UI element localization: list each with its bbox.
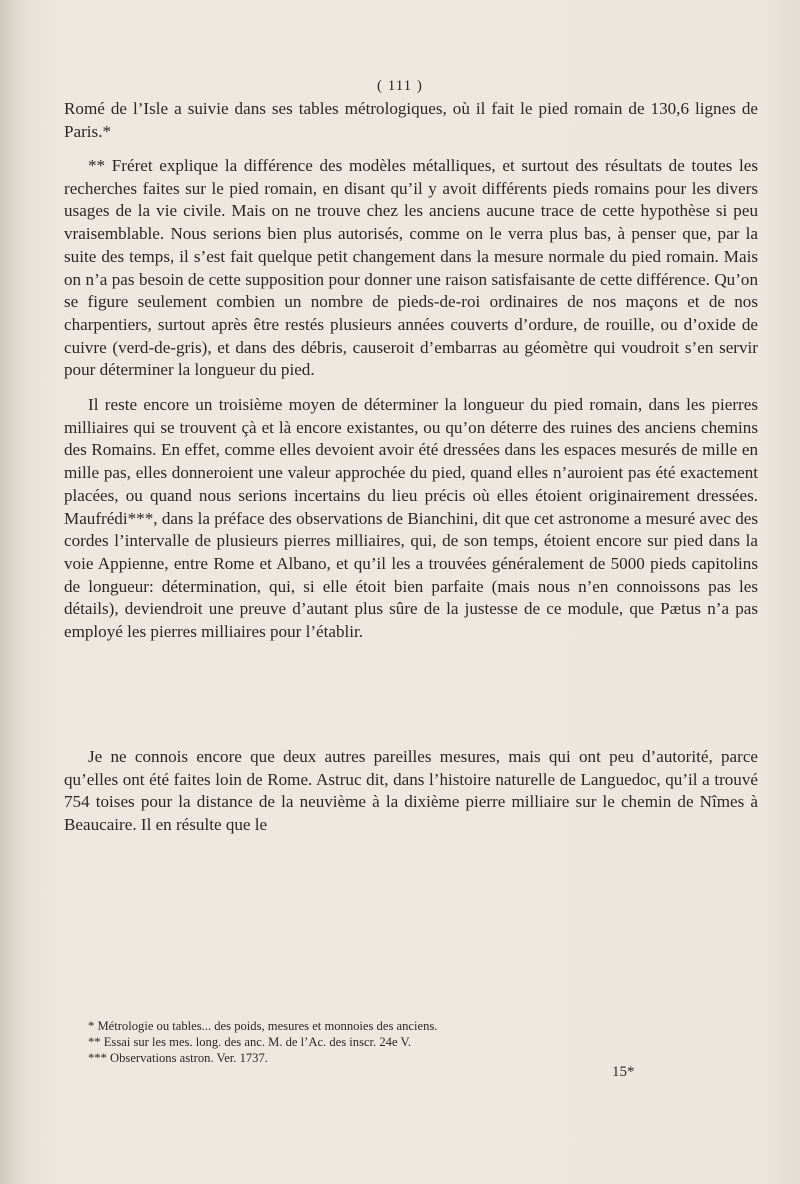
paragraph-milestones — [64, 394, 758, 644]
footnote: ** Essai sur les mes. long. des anc. M. de l’Ac. des inscr. 24e V. — [88, 1035, 412, 1049]
paragraph-text: Il reste encore un troisième moyen de déterminer la longueur du pied romain, dans les pierres milliaires qui se trouvent çà et là encore existantes, ou qu’on déterre des ruines des anciens chemins des Romains. En effet, comme elles devoient avoir été dressées dans les espaces mesurés de mille en mille pas, elles donneroient une valeur approchée du pied, quand elles n’auroient pas été exactement placées, ou quand nous serions incertains du lieu précis où elles étoient originairement dressées. Maufrédi***, dans la préface des observations de Bianchini, dit que cet astronome a mesuré avec des cordes l’intervalle de plusieurs pierres milliaires, qui, de son temps, étoient encore sur pied dans la voie Appienne, entre Rome et Albano, et qu’il les a trouvées généralement de 5000 pieds capitolins de longueur: détermination, qui, si elle étoit bien parfaite (mais nous n’en connoissons pas les détails), deviendroit une preuve d’autant plus sûre de la justesse de ce module, que Pætus n’a pas employé les pierres milliaires pour l’établir. — [64, 395, 758, 642]
paragraph-other-measures — [64, 746, 758, 837]
footnote: *** Observations astron. Ver. 1737. — [88, 1051, 268, 1065]
page-gutter-shadow — [0, 0, 26, 1184]
paragraph-text: Romé de l’Isle a suivie dans ses tables métrologiques, où il fait le pied romain de 130,6 lignes de Paris.* — [64, 99, 758, 141]
signature-mark: 15* — [612, 1064, 635, 1080]
page-header: ( 111 ) — [377, 78, 423, 94]
paragraph-text: ** Fréret explique la différence des modèles métalliques, et surtout des résultats de toutes les recherches faites sur le pied romain, en disant qu’il y avoit différents pieds romains pour les divers usages de la vie civile. Mais on ne trouve chez les anciens aucune trace de cette hypothèse si peu vraisemblable. Nous serions bien plus autorisés, comme on le verra plus bas, à penser que, par la suite des temps, il s’est fait quelque petit changement dans la mesure normale du pied romain. Mais on n’a pas besoin de cette supposition pour donner une raison satisfaisante de cette différence. Qu’on se figure seulement combien un nombre de pieds-de-roi ordinaires de nos maçons et de nos charpentiers, surtout après être restés plusieurs années couverts d’ordure, de rouille, ou d’oxide de cuivre (verd-de-gris), et dans des débris, causeroit d’embarras au géomètre qui voudroit s’en servir pour déterminer la longueur du pied. — [64, 156, 758, 380]
paragraph-text: Je ne connois encore que deux autres pareilles mesures, mais qui ont peu d’autorité, parce qu’elles ont été faites loin de Rome. Astruc dit, dans l’histoire naturelle de Languedoc, qu’il a trouvé 754 toises pour la distance de la neuvième à la dixième pierre milliaire sur le chemin de Nîmes à Beaucaire. Il en résulte que le — [64, 747, 758, 835]
paragraph-freret — [64, 155, 758, 382]
paragraph-continuation — [64, 98, 758, 143]
footnotes — [88, 1018, 738, 1066]
footnote: * Métrologie ou tables... des poids, mesures et monnoies des anciens. — [88, 1019, 438, 1033]
